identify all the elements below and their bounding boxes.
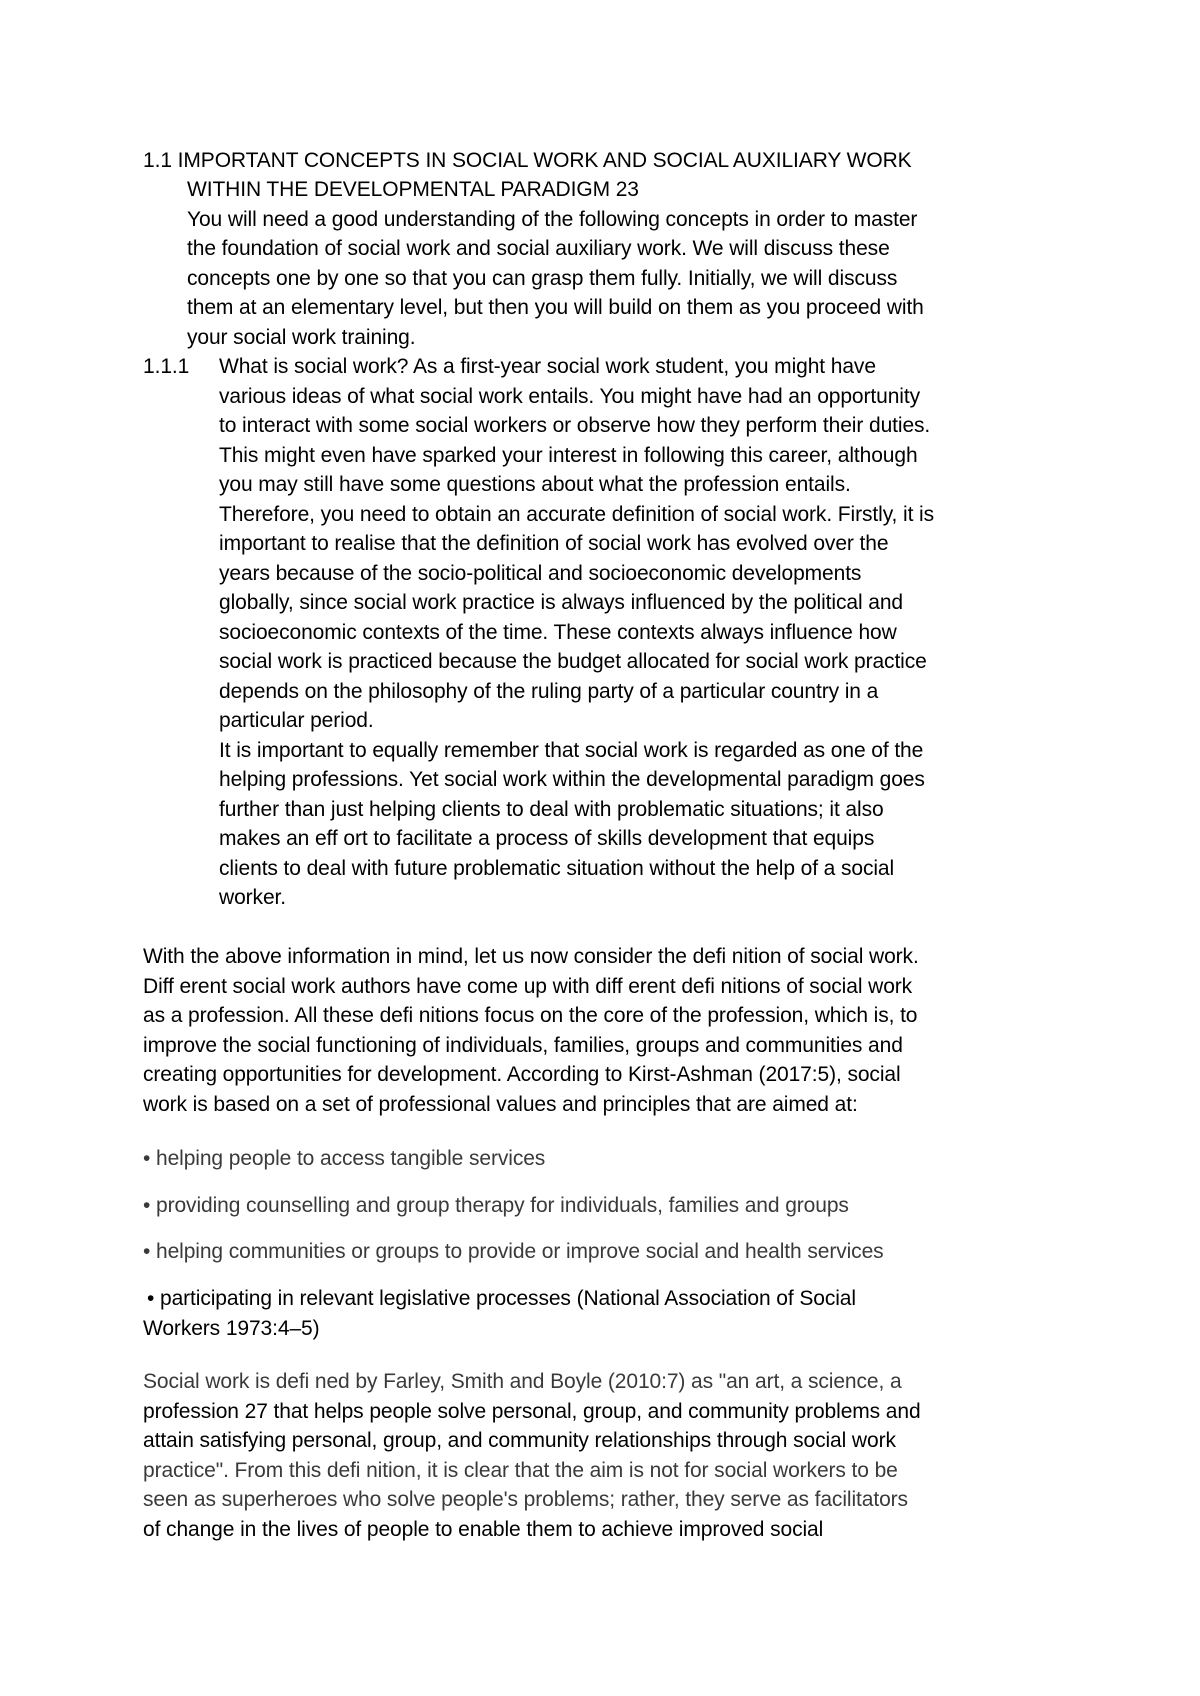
bullet-item-continuation: Workers 1973:4–5): [143, 1317, 320, 1340]
final-paragraph-line: Social work is defi ned by Farley, Smith and Boyle (2010:7) as "an art, a science, a: [143, 1370, 902, 1393]
subsection-line: various ideas of what social work entails. You might have had an opportunity: [219, 385, 920, 408]
bullet-item: • helping people to access tangible services: [143, 1147, 546, 1170]
section-title-part1: IMPORTANT CONCEPTS IN SOCIAL WORK AND SOCIAL AUXILIARY WORK: [177, 149, 912, 172]
intro-line: them at an elementary level, but then you will build on them as you proceed with: [187, 296, 924, 319]
final-paragraph-line: seen as superheroes who solve people's problems; rather, they serve as facilitators: [143, 1488, 908, 1511]
subsection-line: social work is practiced because the budget allocated for social work practice: [219, 650, 927, 673]
paragraph-line: work is based on a set of professional values and principles that are aimed at:: [143, 1093, 858, 1116]
subsection-line: depends on the philosophy of the ruling party of a particular country in a: [219, 680, 879, 703]
subsection-line: Therefore, you need to obtain an accurate definition of social work. Firstly, it is: [219, 503, 935, 526]
subsection-line: you may still have some questions about what the profession entails.: [219, 473, 851, 496]
paragraph-line: as a profession. All these defi nitions focus on the core of the profession, which is, to: [143, 1004, 918, 1027]
subsection-line: important to realise that the definition of social work has evolved over the: [219, 532, 889, 555]
subsection-line: It is important to equally remember that social work is regarded as one of the: [219, 739, 924, 762]
paragraph-line: Diff erent social work authors have come up with diff erent defi nitions of social work: [143, 975, 913, 998]
intro-line: concepts one by one so that you can grasp them fully. Initially, we will discuss: [187, 267, 898, 290]
subsection-title: What is social work? As a first-year social work student, you might have: [219, 355, 876, 378]
subsection-line: worker.: [219, 886, 286, 909]
subsection-line: helping professions. Yet social work within the developmental paradigm goes: [219, 768, 925, 791]
final-paragraph-line: practice". From this defi nition, it is clear that the aim is not for social workers to be: [143, 1459, 898, 1482]
paragraph-line: creating opportunities for development. According to Kirst-Ashman (2017:5), social: [143, 1063, 901, 1086]
subsection-line: clients to deal with future problematic situation without the help of a social: [219, 857, 895, 880]
intro-line: the foundation of social work and social auxiliary work. We will discuss these: [187, 237, 890, 260]
section-heading-line1: [143, 146, 912, 176]
subsection-line: socioeconomic contexts of the time. These contexts always influence how: [219, 621, 897, 644]
bullet-item: • participating in relevant legislative processes (National Association of Social: [147, 1287, 856, 1310]
intro-line: your social work training.: [187, 326, 416, 349]
paragraph-line: With the above information in mind, let us now consider the defi nition of social work.: [143, 945, 919, 968]
subsection-line: to interact with some social workers or observe how they perform their duties.: [219, 414, 931, 437]
subsection-line: makes an eff ort to facilitate a process of skills development that equips: [219, 827, 875, 850]
subsection-line: globally, since social work practice is always influenced by the political and: [219, 591, 903, 614]
subsection-line: This might even have sparked your interest in following this career, although: [219, 444, 918, 467]
paragraph-line: improve the social functioning of individuals, families, groups and communities and: [143, 1034, 903, 1057]
bullet-item: • helping communities or groups to provide or improve social and health services: [143, 1240, 884, 1263]
subsection-number: 1.1.1: [143, 355, 190, 378]
subsection-first-line: [143, 352, 876, 382]
final-paragraph-line: attain satisfying personal, group, and community relationships through social work: [143, 1429, 896, 1452]
subsection-line: years because of the socio-political and socioeconomic developments: [219, 562, 862, 585]
intro-line: You will need a good understanding of the following concepts in order to master: [187, 208, 918, 231]
bullet-item: • providing counselling and group therapy for individuals, families and groups: [143, 1194, 849, 1217]
section-number: 1.1: [143, 149, 172, 172]
subsection-line: further than just helping clients to deal with problematic situations; it also: [219, 798, 884, 821]
final-paragraph-line: profession 27 that helps people solve personal, group, and community problems and: [143, 1400, 921, 1423]
subsection-line: particular period.: [219, 709, 374, 732]
final-paragraph-line: of change in the lives of people to enable them to achieve improved social: [143, 1518, 824, 1541]
section-heading-line2: WITHIN THE DEVELOPMENTAL PARADIGM 23: [187, 178, 639, 201]
